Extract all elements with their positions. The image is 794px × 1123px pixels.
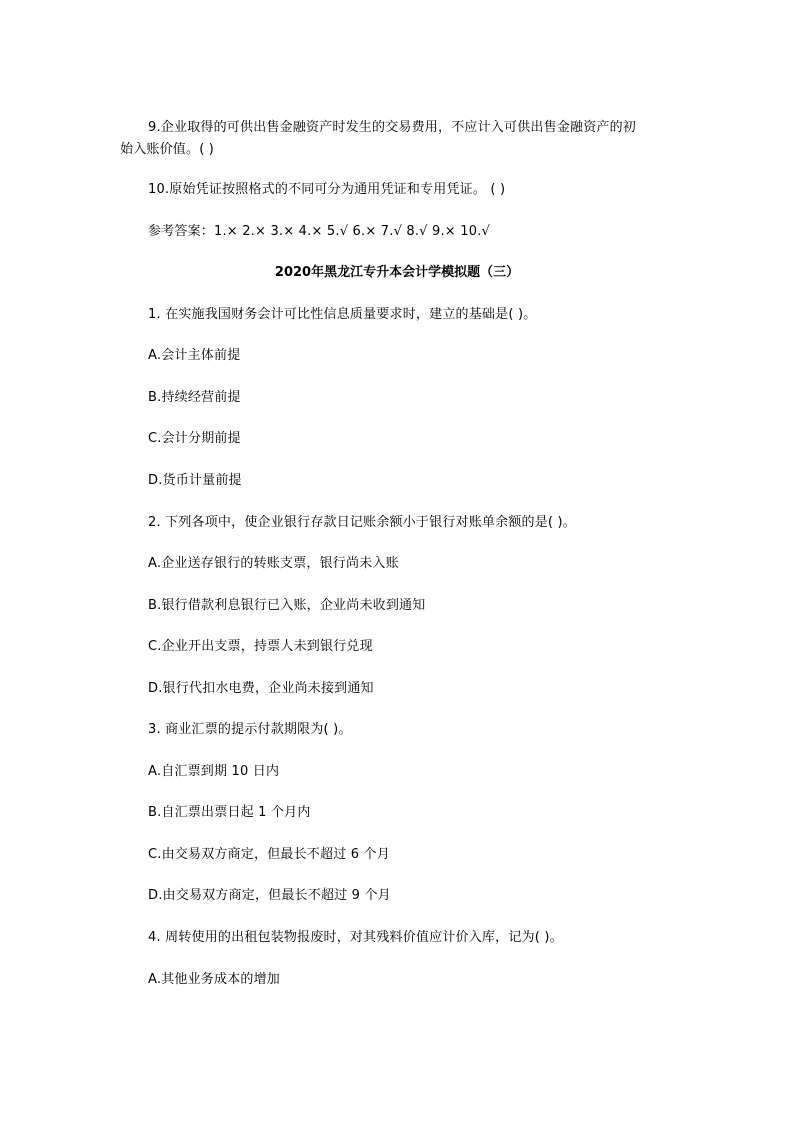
question-stem: 4. 周转使用的出租包装物报废时，对其残料价值应计价入库，记为( )。 xyxy=(148,930,563,945)
question-option: C.会计分期前提 xyxy=(148,431,241,446)
answer-key: 参考答案：1.× 2.× 3.× 4.× 5.√ 6.× 7.√ 8.√ 9.× 10.√ xyxy=(148,224,490,239)
question-option: A.其他业务成本的增加 xyxy=(148,972,280,987)
question-option: D.由交易双方商定，但最长不超过 9 个月 xyxy=(148,888,391,903)
question-option: A.自汇票到期 10 日内 xyxy=(148,764,280,779)
question-option: B.持续经营前提 xyxy=(148,390,241,405)
question-option: A.会计主体前提 xyxy=(148,348,241,363)
question-option: B.自汇票出票日起 1 个月内 xyxy=(148,805,311,820)
question-9-line-2: 始入账价值。( ) xyxy=(120,142,215,157)
question-stem: 1. 在实施我国财务会计可比性信息质量要求时，建立的基础是( )。 xyxy=(148,307,537,322)
question-option: D.银行代扣水电费，企业尚未接到通知 xyxy=(148,681,374,696)
question-option: C.由交易双方商定，但最长不超过 6 个月 xyxy=(148,847,390,862)
question-10: 10.原始凭证按照格式的不同可分为通用凭证和专用凭证。 ( ) xyxy=(148,182,506,197)
question-stem: 3. 商业汇票的提示付款期限为( )。 xyxy=(148,722,352,737)
question-option: A.企业送存银行的转账支票，银行尚未入账 xyxy=(148,556,399,571)
question-option: C.企业开出支票，持票人未到银行兑现 xyxy=(148,639,373,654)
section-title: 2020年黑龙江专升本会计学模拟题（三） xyxy=(274,265,520,280)
question-9-line-1: 9.企业取得的可供出售金融资产时发生的交易费用，不应计入可供出售金融资产的初 xyxy=(148,120,637,135)
question-option: D.货币计量前提 xyxy=(148,473,242,488)
question-option: B.银行借款利息银行已入账，企业尚未收到通知 xyxy=(148,598,426,613)
question-stem: 2. 下列各项中，使企业银行存款日记账余额小于银行对账单余额的是( )。 xyxy=(148,515,577,530)
